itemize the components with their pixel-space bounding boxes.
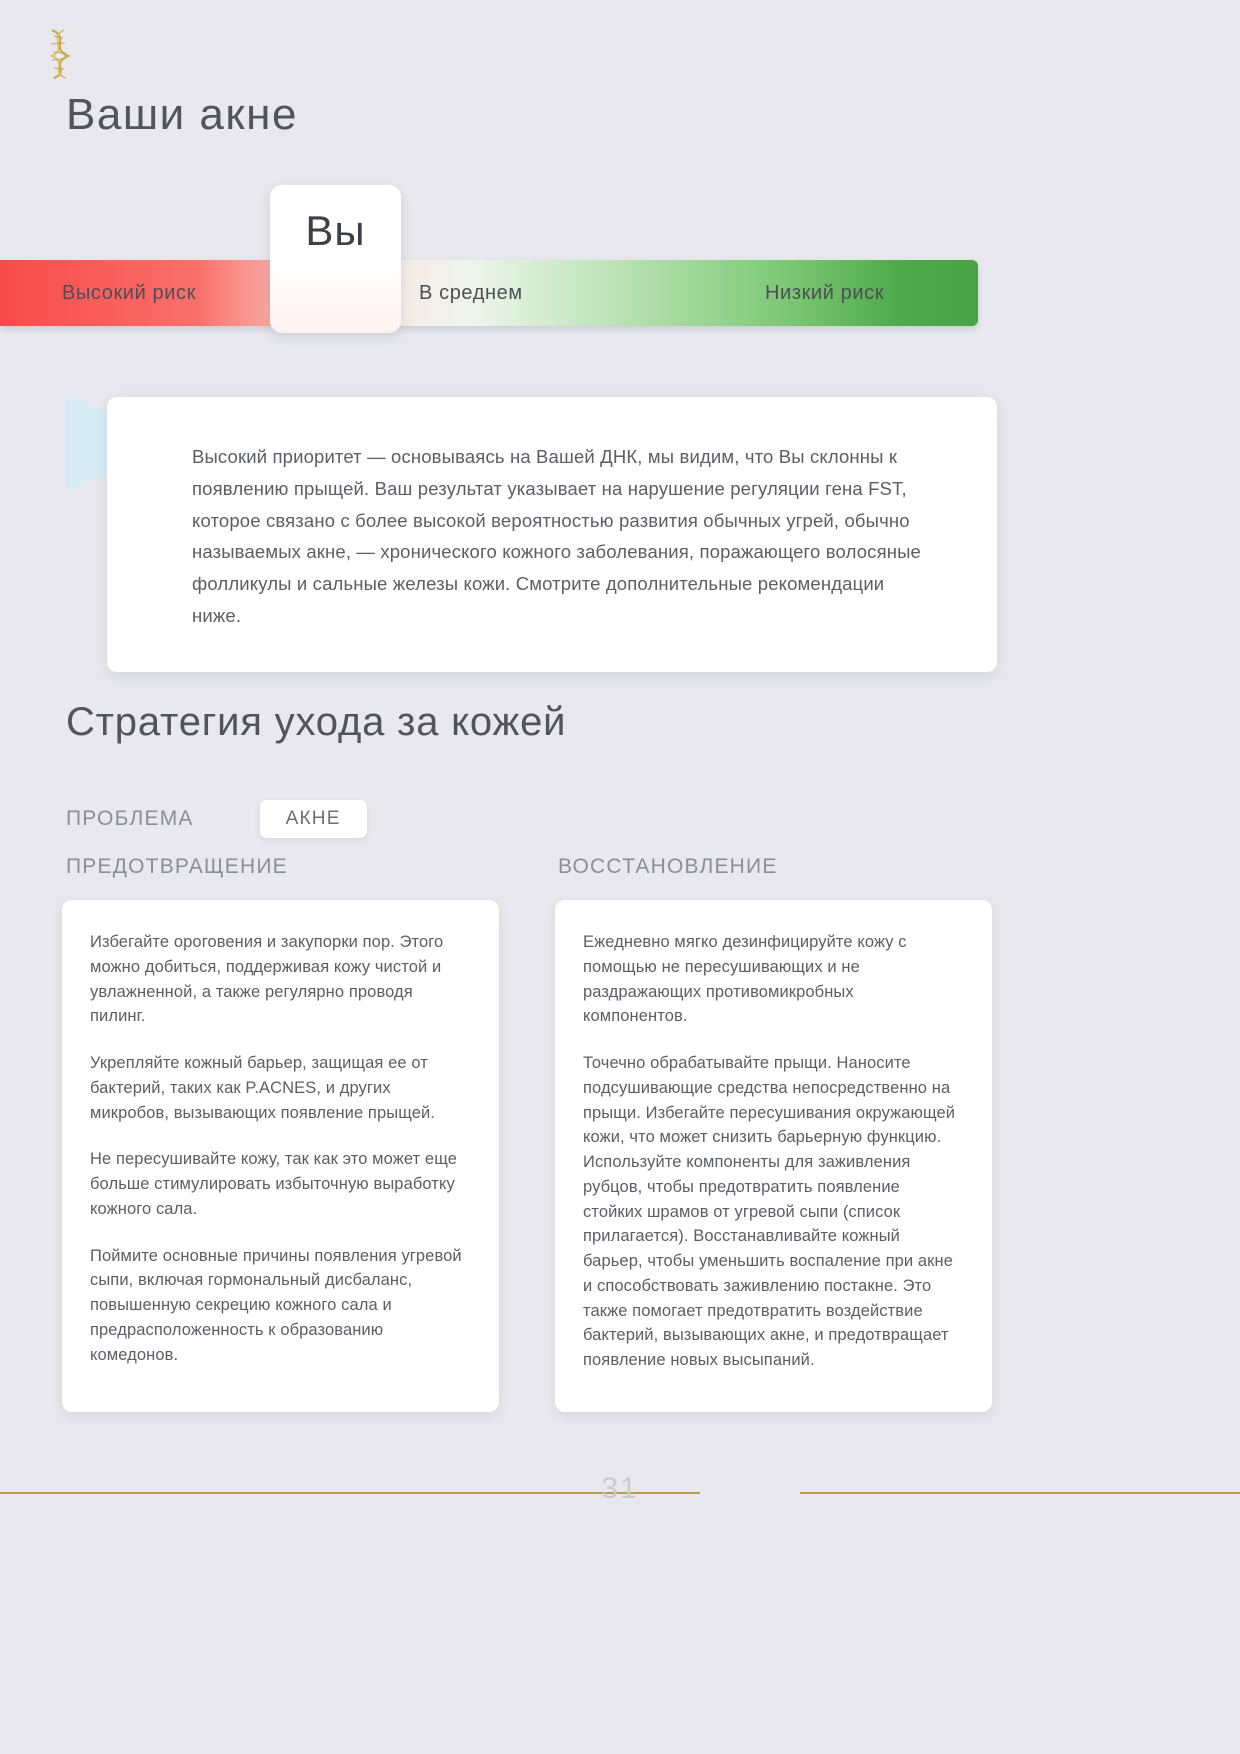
prevention-paragraph: Поймите основные причины появления угревой сыпи, включая гормональный дисбаланс, повышенную секрецию кожного сала и предрасположенность к образованию комедонов. (90, 1246, 462, 1364)
risk-label-medium: В среднем (419, 282, 523, 304)
prevention-paragraph: Избегайте ороговения и закупорки пор. Этого можно добиться, поддерживая кожу чистой и увлажненной, а также регулярно проводя пилинг. (90, 933, 444, 1026)
problem-row (66, 800, 367, 838)
page-title: Ваши акне (66, 90, 298, 139)
you-marker-label: Вы (305, 207, 366, 254)
strategy-title: Стратегия ухода за кожей (66, 700, 567, 744)
prevention-paragraph: Не пересушивайте кожу, так как это может еще больше стимулировать избыточную выработку кожного сала. (90, 1150, 457, 1218)
risk-label-low: Низкий риск (765, 282, 885, 304)
prevention-paragraph: Укрепляйте кожный барьер, защищая ее от бактерий, таких как P.ACNES, и других микробов, вызывающих появление прыщей. (90, 1054, 435, 1122)
page-number: 31 (601, 1472, 639, 1505)
recovery-paragraph: Ежедневно мягко дезинфицируйте кожу с помощью не пересушивающих и не раздражающих противомикробных компонентов. (583, 933, 907, 1026)
recovery-card (555, 900, 992, 1412)
recovery-paragraph: Точечно обрабатывайте прыщи. Наносите подсушивающие средства непосредственно на прыщи. Избегайте пересушивания окружающей кожи, что может снизить барьерную функцию. Используйте компоненты для заживления рубцов, чтобы предотвратить появление стойких шрамов от угревой сыпи (список прилагается). Восстанавливайте кожный барьер, чтобы уменьшить воспаление при акне и способствовать заживлению постакне. Это также помогает предотвратить воздействие бактерий, вызывающих акне, и предотвращает появление новых высыпаний. (583, 1054, 956, 1369)
problem-value-chip: АКНЕ (260, 800, 367, 838)
column-heading-recovery: ВОССТАНОВЛЕНИЕ (558, 855, 778, 878)
callout-card (107, 397, 997, 672)
column-heading-prevention: ПРЕДОТВРАЩЕНИЕ (66, 855, 288, 878)
dna-helix-icon (40, 26, 80, 81)
callout-text: Высокий приоритет — основываясь на Вашей ДНК, мы видим, что Вы склонны к появлению прыщей. Ваш результат указывает на нарушение регуляции гена FST, которое связано с более высокой вероятностью развития обычных угрей, обычно называемых акне, — хронического кожного заболевания, поражающего волосяные фолликулы и сальные железы кожи. Смотрите дополнительные рекомендации ниже. (192, 446, 921, 627)
you-marker (270, 185, 401, 333)
risk-scale (0, 207, 978, 326)
problem-label: ПРОБЛЕМА (66, 807, 194, 830)
risk-label-high: Высокий риск (62, 282, 196, 304)
prevention-card (62, 900, 499, 1412)
